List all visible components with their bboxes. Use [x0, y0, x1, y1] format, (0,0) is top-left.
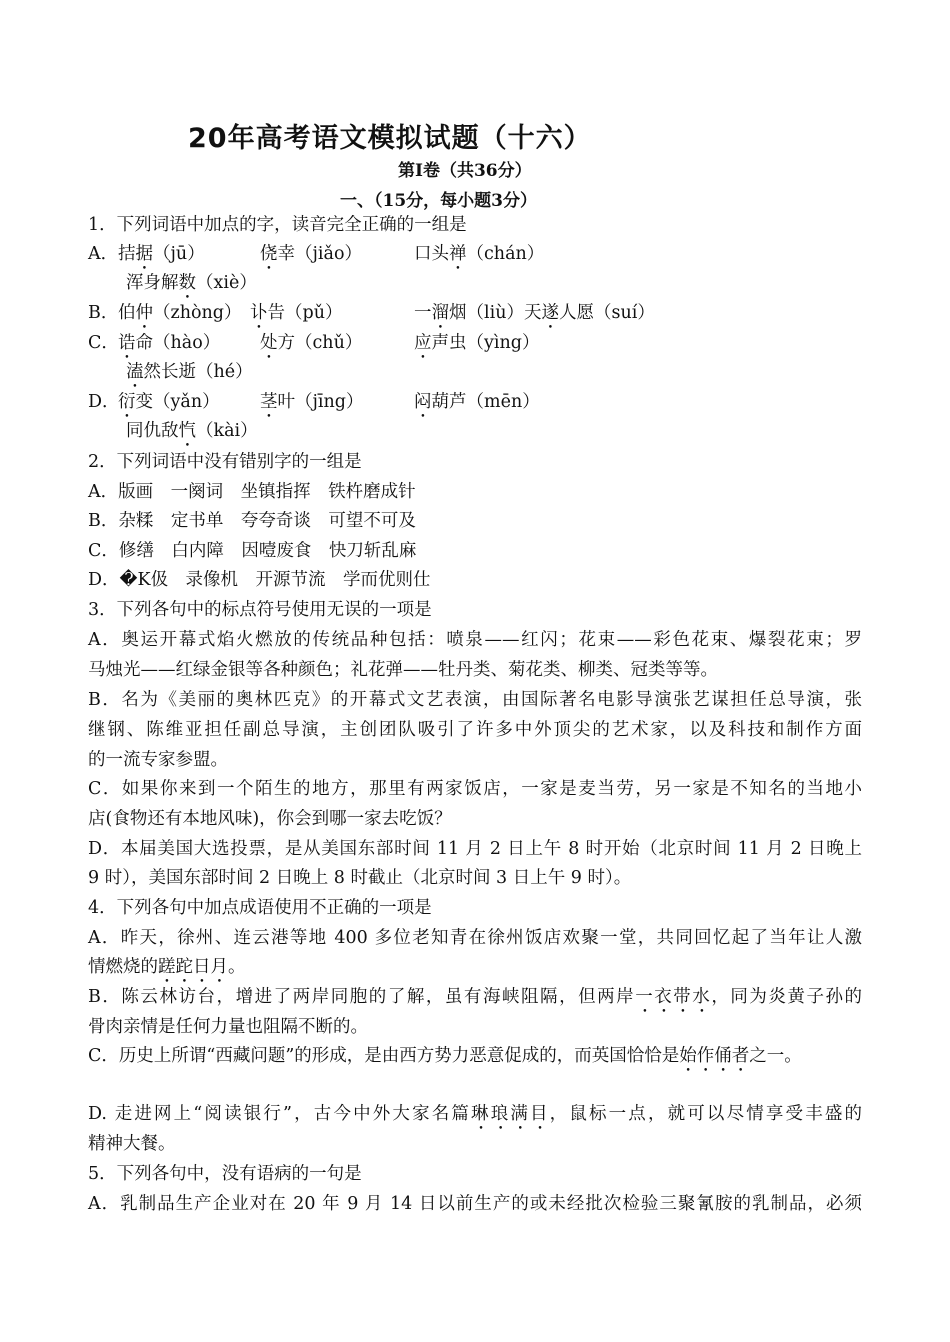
idiom-highlight: 始作俑者: [679, 1046, 750, 1066]
question-4-option-d-line-1: D. 走进网上“阅读银行”，古今中外大家名篇琳琅满目，鼠标一点，就可以尽情享受丰盛的: [88, 1104, 863, 1124]
question-4-option-b-line-1: B．陈云林访台，增进了两岸同胞的了解，虽有海峡阻隔，但两岸一衣带水，同为炎黄子孙的: [88, 987, 863, 1007]
question-3-option-c-line-2: 店(食物还有本地风味)，你会到哪一家去吃饭？: [88, 809, 452, 829]
question-1-option-c-item-2: 处方（chǔ）: [260, 333, 363, 353]
question-1-option-d-item-4: 同仇敌忾（kài）: [126, 421, 258, 441]
question-1-option-c-item-3: 应声虫（yìng）: [414, 333, 540, 353]
idiom-highlight: 蹉跎日月: [158, 957, 228, 977]
idiom-highlight: 琳琅满目: [471, 1104, 550, 1124]
question-1-stem: 1．下列词语中加点的字，读音完全正确的一组是: [88, 215, 467, 235]
question-1-option-c-item-1: 诰命（hào）: [118, 333, 221, 353]
question-3-option-a-line-2: 马烛光——红绿金银等各种颜色；礼花弹——牡丹类、菊花类、柳类、冠类等等。: [88, 660, 718, 680]
question-1-option-c-item-4: 溘然长逝（hé）: [126, 362, 253, 382]
question-3-option-d-line-2: 9 时），美国东部时间 2 日晚上 8 时截止（北京时间 3 日上午 9 时）。: [88, 868, 632, 888]
question-2-option-a: A．版画 一阕词 坐镇指挥 铁杵磨成针: [88, 482, 416, 502]
question-1-option-a-item-4: 浑身解数（xiè）: [126, 273, 257, 293]
question-1-option-c-label: C．: [88, 333, 119, 353]
question-1-option-a-item-1: 拮据（jū）: [118, 244, 205, 264]
question-3-option-c-line-1: C．如果你来到一个陌生的地方，那里有两家饭店，一家是麦当劳，另一家是不知名的当地小: [88, 779, 862, 799]
question-3-stem: 3．下列各句中的标点符号使用无误的一项是: [88, 600, 432, 620]
question-4-option-a-line-2: 情燃烧的蹉跎日月。: [88, 957, 246, 977]
question-2-option-b: B．杂糅 定书单 夸夸奇谈 可望不可及: [88, 511, 416, 531]
question-2-option-c: C．修缮 白内障 因噎废食 快刀斩乱麻: [88, 541, 417, 561]
question-3-option-b-line-1: B．名为《美丽的奥林匹克》的开幕式文艺表演，由国际著名电影导演张艺谋担任总导演，张: [88, 690, 862, 710]
question-2-option-d: D．�K伋 录像机 开源节流 学而优则仕: [88, 570, 431, 590]
question-3-option-a-line-1: A．奥运开幕式焰火燃放的传统品种包括：喷泉——红闪；花束——彩色花束、爆裂花束；罗: [88, 630, 862, 650]
question-1-option-a-item-3: 口头禅（chán）: [414, 244, 545, 264]
question-1-option-d-item-1: 衍变（yǎn）: [118, 392, 220, 412]
question-1-option-a-label: A．: [88, 244, 119, 264]
question-4-option-b-line-2: 骨肉亲情是任何力量也阻隔不断的。: [88, 1017, 368, 1037]
question-4-option-a-line-1: A．昨天，徐州、连云港等地 400 多位老知青在徐州饭店欢聚一堂，共同回忆起了当年让人激: [88, 928, 862, 948]
question-1-option-d-item-3: 闷葫芦（mēn）: [414, 392, 540, 412]
question-1-option-b-item-2: 讣告（pǔ）: [250, 303, 343, 323]
paper-part-heading: 第Ⅰ卷（共36分）: [398, 161, 532, 181]
question-4-option-d-line-2: 精神大餐。: [88, 1134, 176, 1154]
page-title: 20年高考语文模拟试题（十六）: [188, 123, 592, 154]
question-1-option-d-label: D．: [88, 392, 120, 412]
question-5-option-a-line-1: A．乳制品生产企业对在 20 年 9 月 14 日以前生产的或未经批次检验三聚氰胺的乳制品，必须: [88, 1194, 862, 1214]
question-1-option-d-item-2: 茎叶（jīng）: [260, 392, 364, 412]
question-4-stem: 4．下列各句中加点成语使用不正确的一项是: [88, 898, 432, 918]
question-3-option-b-line-3: 的一流专家参盟。: [88, 750, 228, 770]
question-1-option-a-item-2: 侥幸（jiǎo）: [260, 244, 362, 264]
question-1-option-b-label: B．: [88, 303, 119, 323]
idiom-highlight: 一衣带水: [635, 987, 712, 1007]
question-3-option-b-line-2: 继钢、陈维亚担任副总导演，主创团队吸引了许多中外顶尖的艺术家，以及科技和制作方面: [88, 720, 862, 740]
section-heading: 一、（15分，每小题3分）: [340, 191, 537, 211]
question-4-option-c-line-1: C．历史上所谓“西藏问题”的形成，是由西方势力恶意促成的，而英国恰恰是始作俑者之一。: [88, 1046, 802, 1066]
question-2-stem: 2．下列词语中没有错别字的一组是: [88, 452, 362, 472]
question-5-stem: 5．下列各句中，没有语病的一句是: [88, 1164, 362, 1184]
question-1-option-b-item-1: 伯仲（zhòng）: [118, 303, 242, 323]
question-3-option-d-line-1: D．本届美国大选投票，是从美国东部时间 11 月 2 日上午 8 时开始（北京时间 11 月 2 日晚上: [88, 839, 862, 859]
question-1-option-b-item-3: 一溜烟（liù）天遂人愿（suí）: [414, 303, 655, 323]
